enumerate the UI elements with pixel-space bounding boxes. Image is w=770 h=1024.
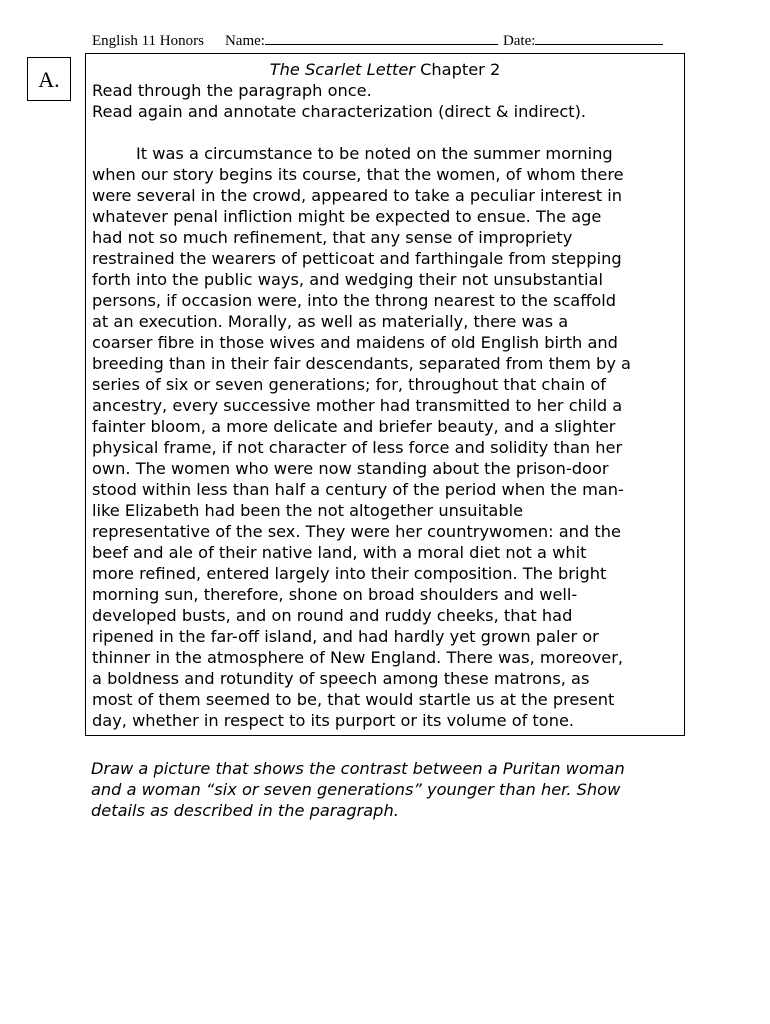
passage-line: more refined, entered largely into their composition. The bright [92,564,607,583]
instruction-2: Read again and annotate characterization (direct & indirect). [92,102,587,121]
book-title: The Scarlet Letter [269,60,415,79]
prompt-line: Draw a picture that shows the contrast between a Puritan woman [91,759,625,778]
passage-line: morning sun, therefore, shone on broad shoulders and well- [92,585,578,604]
passage-line: representative of the sex. They were her countrywomen: and the [92,522,621,541]
passage-line: stood within less than half a century of the period when the man- [92,480,624,499]
reading-box [85,53,685,736]
passage-line: a boldness and rotundity of speech among these matrons, as [92,669,590,688]
passage-line: day, whether in respect to its purport or its volume of tone. [92,711,575,730]
passage-line: when our story begins its course, that the women, of whom there [92,165,624,184]
passage-line: It was a circumstance to be noted on the summer morning [136,144,613,163]
worksheet-header [92,30,663,50]
passage-line: restrained the wearers of petticoat and farthingale from stepping [92,249,622,268]
drawing-prompt [91,758,625,821]
course-name: English 11 Honors [92,33,204,49]
passage-line: developed busts, and on round and ruddy cheeks, that had [92,606,573,625]
date-label: Date: [502,33,536,49]
date-blank-line[interactable] [535,30,663,45]
passage-line: at an execution. Morally, as well as materially, there was a [92,312,569,331]
worksheet-title [92,59,678,80]
passage-line: most of them seemed to be, that would startle us at the present [92,690,615,709]
passage-line: forth into the public ways, and wedging their not unsubstantial [92,270,603,289]
passage-line: persons, if occasion were, into the throng nearest to the scaffold [92,291,617,310]
passage-line: had not so much refinement, that any sense of impropriety [92,228,573,247]
passage-line: ripened in the far-off island, and had hardly yet grown paler or [92,627,599,646]
name-blank-line[interactable] [265,30,498,45]
chapter-label: Chapter 2 [414,60,501,79]
section-label-box: A. [27,57,71,101]
passage-line: coarser fibre in those wives and maidens of old English birth and [92,333,618,352]
passage-line: thinner in the atmosphere of New England. There was, moreover, [92,648,624,667]
passage-line: breeding than in their fair descendants, separated from them by a [92,354,631,373]
passage-line: series of six or seven generations; for, throughout that chain of [92,375,607,394]
passage-line: whatever penal infliction might be expected to ensue. The age [92,207,602,226]
prompt-line: details as described in the paragraph. [91,801,399,820]
passage-line: own. The women who were now standing about the prison-door [92,459,609,478]
passage-line: beef and ale of their native land, with a moral diet not a whit [92,543,587,562]
passage-line: were several in the crowd, appeared to take a peculiar interest in [92,186,623,205]
instruction-1: Read through the paragraph once. [92,81,372,100]
passage [92,143,678,731]
passage-line: ancestry, every successive mother had transmitted to her child a [92,396,623,415]
prompt-line: and a woman “six or seven generations” younger than her. Show [91,780,621,799]
passage-line: physical frame, if not character of less force and solidity than her [92,438,623,457]
name-label: Name: [224,33,265,49]
passage-line: fainter bloom, a more delicate and briefer beauty, and a slighter [92,417,616,436]
passage-line: like Elizabeth had been the not altogether unsuitable [92,501,524,520]
